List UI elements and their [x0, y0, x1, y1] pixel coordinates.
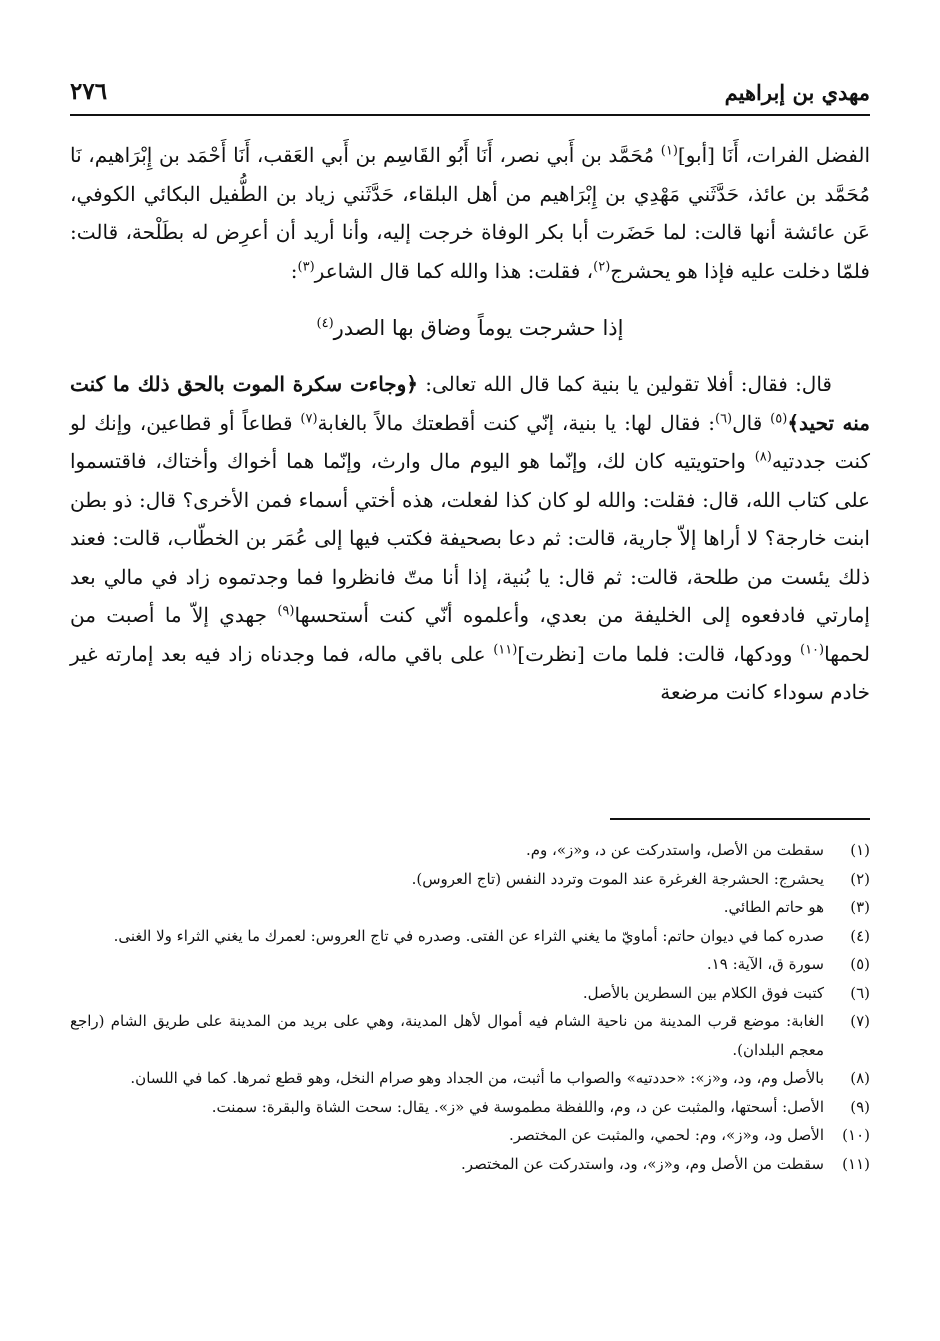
footnote-ref-6: (٦) [714, 410, 733, 426]
footnote [70, 1007, 870, 1064]
verse-text: إذا حشرجت يوماً وضاق بها الصدر [333, 316, 624, 340]
footnote-text: هو حاتم الطائي. [723, 898, 824, 916]
text-run: مُحَمَّد بن أَبي نصر، أَنَا أَبُو القَاسِم بن أَبي العَقب، أَنَا أَحْمَد بن إِبْرَاهيم، نَا مُحَمَّد بن عائذ، حَدَّثَني مَهْدِي بن إِبْرَاهيم من أهل البلقاء، حَدَّثَني زياد بن الطُّفيل البكائي الكوفي، عَن عائشة أنها قالت: لما حَضَرت أبا بكر الوفاة خرجت إليه، وأنا أريد أن أعرِض له بطَلْحة، قالت: فلمّا دخلت عليه فإذا هو يحشرج [70, 143, 870, 283]
footnote-ref-9: (٩) [277, 603, 295, 619]
paragraph-1 [70, 136, 870, 290]
footnote [70, 1121, 870, 1150]
footnote-number: (١) [850, 841, 870, 859]
footnote-ref-10: (١٠) [799, 641, 825, 657]
text-run: : [290, 258, 298, 283]
text-run: واحتويتيه كان لك، وإنّما هو اليوم مال وارث، وإنّما هما أخواك وأختاك، فاقتسموا على كتاب الله، قال: فقلت: والله لو كان كذا لفعلت، هذه أختي أسماء فمن الأخرى؟ قال: ذو بطن ابنت خارجة؟ لا أراها إلاّ جارية، قالت: ثم دعا بصحيفة فكتب فيها إلى عُمَر بن الخطّاب، قالت: فعند ذلك يئست من طلحة، قالت: ثم قال: يا بُنية، إذا أنا متّ فانظروا فما وجدتموه زاد في مالي بعد إمارتي فادفعوه إلى الخليفة من بعدي، وأعلموه أنّي كنت أستحسها [70, 449, 871, 627]
text-run: جهدي إلاّ ما أصبت من لحمها [70, 603, 870, 666]
footnote-number: (١٠) [842, 1126, 870, 1144]
footnote-separator [610, 818, 870, 820]
text-run: الفضل الفرات، أَنَا [أبو] [677, 143, 871, 167]
footnote-number: (٦) [850, 983, 870, 1002]
footnote-text: الأصل: أسحتها، والمثبت عن د، وم، واللفظة مطموسة في «ز». يقال: سحت الشاة والبقرة: سمنت. [211, 1097, 824, 1116]
footnote-text: سقطت من الأصل، واستدركت عن د، و«ز»، وم. [525, 841, 824, 859]
text-run: قطاعاً أو قطاعين، وإنك لو كنت جددتيه [70, 410, 870, 473]
text-run: ، فقلت: هذا والله كما قال الشاعر [314, 258, 594, 283]
footnote [70, 836, 870, 865]
text-run: وودكها، قالت: فلما مات [نظرت] [517, 641, 800, 666]
footnote-text: الأصل ود، و«ز»، وم: لحمي، والمثبت عن المختصر. [509, 1126, 824, 1144]
footnote-text: كتبت فوق الكلام بين السطرين بالأصل. [582, 983, 824, 1002]
page-number: ٢٧٦ [70, 78, 108, 105]
footnote-number: (٨) [850, 1069, 870, 1087]
footnote-text: يحشرج: الحشرجة الغرغرة عند الموت وتردد النفس (تاج العروس). [411, 869, 824, 888]
footnote-number: (٤) [850, 926, 870, 945]
footnote-ref-5: (٥) [770, 410, 788, 426]
footnote [70, 1093, 870, 1122]
footnote-ref-7: (٧) [300, 410, 318, 426]
text-run: على باقي ماله، فما وجدناه زاد فيه بعد إمارته غير خادم سوداء كانت مرضعة [70, 641, 870, 704]
footnote-number: (٢) [850, 869, 870, 888]
footnote-ref-11: (١١) [493, 641, 518, 657]
text-run: : فقال لها: يا بنية، إنّي كنت أقطعتك مالاً بالغابة [317, 410, 715, 435]
footnote-number: (١١) [842, 1154, 870, 1173]
footnote-text: صدره كما في ديوان حاتم: أماويّ ما يغني الثراء عن الفتى. وصدره في تاج العروس: لعمرك ما يغني الثراء ولا الغنى. [113, 926, 824, 945]
footnote-text: سقطت من الأصل وم، و«ز»، ود، واستدركت عن المختصر. [461, 1154, 824, 1173]
footnote-number: (٩) [850, 1097, 870, 1116]
footnote-ref-1: (١) [660, 143, 678, 159]
text-run: قال: فقال: أفلا تقولين يا بنية كما قال الله تعالى: [418, 372, 832, 396]
footnote [70, 1064, 870, 1093]
footnote-ref-8: (٨) [754, 449, 772, 465]
footnote [70, 922, 870, 951]
footnote-number: (٥) [850, 955, 870, 973]
footnote [70, 893, 870, 922]
footnote-ref-4: (٤) [316, 316, 334, 331]
footnote-text: بالأصل وم، ود، و«ز»: «حددتيه» والصواب ما أثبت، من الجداد وهو صرام النخل، وهو قطع ثمرها. كما في اللسان. [130, 1069, 824, 1087]
running-header [70, 74, 870, 116]
footnote [70, 979, 870, 1008]
footnote-text: سورة ق، الآية: ١٩. [706, 955, 824, 973]
footnotes [70, 836, 870, 1178]
footnote-number: (٣) [850, 898, 870, 916]
running-title: مهدي بن إبراهيم [724, 80, 870, 105]
footnote [70, 1150, 870, 1179]
footnote-ref-3: (٣) [297, 258, 315, 274]
footnote [70, 950, 870, 979]
quran-quote: ﴿وجاءت سكرة الموت بالحق ذلك ما كنت منه تحيد﴾ [70, 372, 870, 435]
paragraph-2 [70, 365, 870, 712]
footnote-ref-2: (٢) [593, 258, 611, 274]
text-run: قال [732, 410, 771, 435]
footnote [70, 865, 870, 894]
main-text [70, 136, 870, 712]
verse-line [70, 308, 870, 348]
footnote-number: (٧) [850, 1012, 870, 1030]
footnote-text: الغابة: موضع قرب المدينة من ناحية الشام فيه أموال لأهل المدينة، وهي على بريد من المدينة على طريق الشام (راجع معجم البلدان). [70, 1012, 824, 1059]
